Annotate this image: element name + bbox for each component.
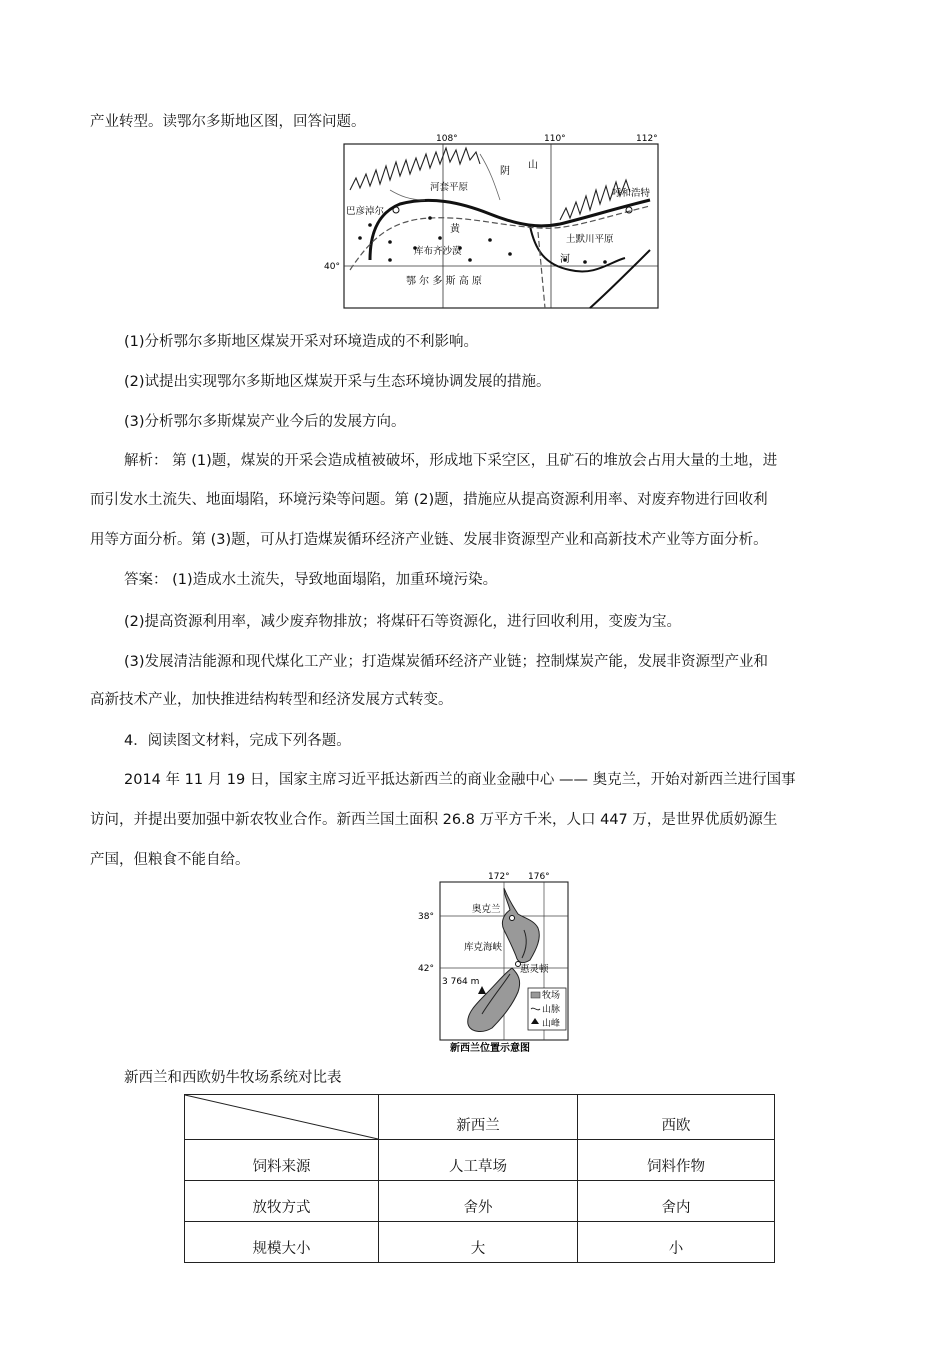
intro-line: 产业转型。读鄂尔多斯地区图，回答问题。	[90, 114, 366, 130]
table-header-row	[185, 1095, 775, 1140]
table-row	[185, 1140, 775, 1181]
ordos-label: 鄂 尔 多 斯 高 原	[406, 276, 482, 287]
table-caption: 新西兰和西欧奶牛牧场系统对比表	[124, 1070, 342, 1086]
nz-map-caption: 新西兰位置示意图	[450, 1043, 530, 1054]
peak-height-label: 3 764 m	[442, 977, 480, 987]
lat-42-label: 42°	[418, 964, 434, 974]
tumochuan-label: 土默川平原	[566, 234, 614, 245]
bayannur-label: 巴彦淖尔	[346, 206, 385, 217]
ordos-map	[324, 130, 660, 310]
legend-mountain-label: 山脉	[542, 1005, 561, 1015]
yin-label: 阴	[500, 166, 510, 177]
table-row	[185, 1222, 775, 1263]
material-line-2: 访问，并提出要加强中新农牧业合作。新西兰国土面积 26.8 万平方千米，人口 447 万，是世界优质奶源生	[90, 812, 778, 828]
shan-label: 山	[528, 160, 538, 171]
material-line-1: 2014 年 11 月 19 日，国家主席习近平抵达新西兰的商业金融中心 —— 奥克兰，开始对新西兰进行国事	[124, 772, 796, 788]
legend-peak-label: 山峰	[542, 1019, 561, 1029]
table-cell: 小	[578, 1222, 775, 1263]
question-2: (2)试提出实现鄂尔多斯地区煤炭开采与生态环境协调发展的措施。	[124, 374, 551, 390]
row-label: 放牧方式	[185, 1181, 379, 1222]
comparison-table	[184, 1094, 775, 1263]
table-row	[185, 1181, 775, 1222]
question-3: (3)分析鄂尔多斯煤炭产业今后的发展方向。	[124, 414, 406, 430]
material-line-3: 产国，但粮食不能自给。	[90, 852, 250, 868]
answer-line-1: 答案： (1)造成水土流失，导致地面塌陷，加重环境污染。	[124, 572, 498, 588]
table-cell: 饲料作物	[578, 1140, 775, 1181]
question-1: (1)分析鄂尔多斯地区煤炭开采对环境造成的不利影响。	[124, 334, 479, 350]
analysis-line-2: 而引发水土流失、地面塌陷，环境污染等问题。第 (2)题，措施应从提高资源利用率、对废弃物进行回收利	[90, 492, 768, 508]
lat-38-label: 38°	[418, 912, 434, 922]
question-4-heading: 4．阅读图文材料，完成下列各题。	[124, 733, 351, 749]
lon-176-label: 176°	[528, 872, 550, 882]
new-zealand-map	[412, 868, 582, 1056]
header-new-zealand: 新西兰	[379, 1095, 578, 1140]
hetao-label: 河套平原	[430, 182, 469, 193]
legend-pasture-label: 牧场	[542, 991, 561, 1001]
answer-line-3: (3)发展清洁能源和现代煤化工产业；打造煤炭循环经济产业链；控制煤炭产能，发展非资源型产业和	[124, 654, 769, 670]
lat-40-label: 40°	[324, 262, 340, 272]
lon-108-label: 108°	[436, 134, 458, 144]
row-label: 规模大小	[185, 1222, 379, 1263]
table-cell: 舍内	[578, 1181, 775, 1222]
wellington-label: 惠灵顿	[520, 964, 549, 975]
answer-line-2: (2)提高资源利用率，减少废弃物排放；将煤矸石等资源化，进行回收利用，变废为宝。	[124, 614, 682, 630]
lon-110-label: 110°	[544, 134, 566, 144]
lon-112-label: 112°	[636, 134, 658, 144]
corner-cell	[185, 1095, 379, 1140]
auckland-label: 奥克兰	[472, 904, 501, 915]
header-western-europe: 西欧	[578, 1095, 775, 1140]
table-cell: 人工草场	[379, 1140, 578, 1181]
answer-line-4: 高新技术产业，加快推进结构转型和经济发展方式转变。	[90, 692, 453, 708]
kubuqi-label: 库布齐沙漠	[414, 246, 462, 257]
cook-strait-label: 库克海峡	[464, 942, 503, 953]
analysis-line-3: 用等方面分析。第 (3)题，可从打造煤炭循环经济产业链、发展非资源型产业和高新技术产业等方面分析。	[90, 532, 768, 548]
he-label: 河	[560, 254, 570, 265]
row-label: 饲料来源	[185, 1140, 379, 1181]
table-cell: 舍外	[379, 1181, 578, 1222]
table-cell: 大	[379, 1222, 578, 1263]
huhhot-label: 呼和浩特	[612, 188, 651, 199]
huang-label: 黄	[450, 224, 460, 235]
lon-172-label: 172°	[488, 872, 510, 882]
analysis-line-1: 解析： 第 (1)题，煤炭的开采会造成植被破坏，形成地下采空区，且矿石的堆放会占用大量的土地，进	[124, 453, 778, 469]
